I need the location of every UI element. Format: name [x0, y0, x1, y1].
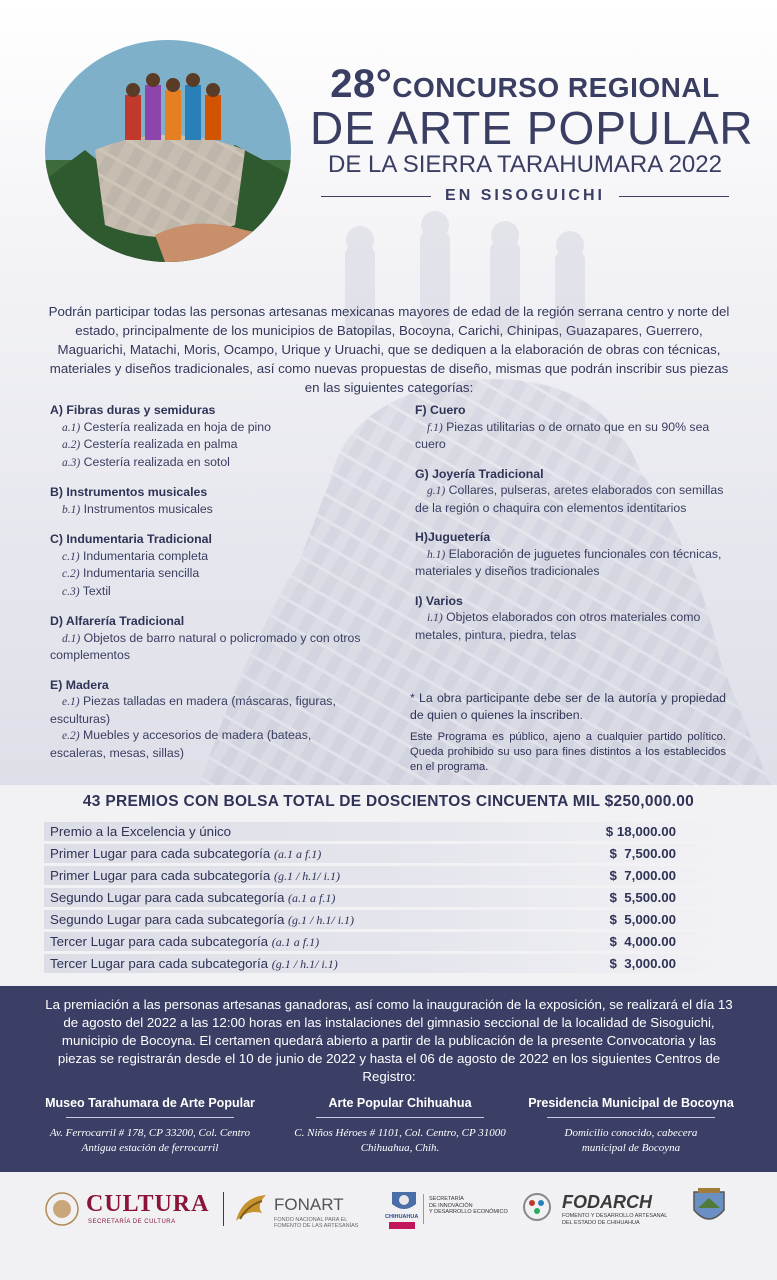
- subcategory-item: [50, 436, 368, 454]
- prize-amount: $ 5,500.00: [609, 890, 676, 905]
- subcategory-code: h.1): [427, 548, 446, 561]
- subcategory-text: Piezas talladas en madera (máscaras, figuras, esculturas): [50, 694, 336, 726]
- subcategory-item: [50, 548, 368, 566]
- category-title: F) Cuero: [415, 403, 466, 417]
- secretaria-text: [429, 1196, 508, 1216]
- center-name: Presidencia Municipal de Bocoyna: [528, 1096, 734, 1110]
- subcategory-text: Indumentaria completa: [82, 548, 209, 563]
- subcategory-text: Cestería realizada en palma: [83, 437, 238, 451]
- category-title: E) Madera: [50, 677, 109, 692]
- prize-subcategory-range: (a.1 a f.1): [288, 891, 336, 905]
- subcategory-text: Indumentaria sencilla: [82, 566, 200, 580]
- prize-row: [44, 932, 734, 951]
- sponsor-logos: [0, 1172, 777, 1280]
- title-line-3: DE LA SIERRA TARAHUMARA 2022: [328, 151, 722, 178]
- category-title: A) Fibras duras y semiduras: [50, 403, 216, 417]
- center-divider: [66, 1117, 234, 1118]
- category-block: [50, 677, 368, 762]
- divider-left: [321, 196, 431, 197]
- registration-center: [516, 1096, 746, 1156]
- subcategory-text: Instrumentos musicales: [83, 501, 213, 516]
- subcategory-item: [50, 454, 368, 472]
- subcategory-item: [415, 609, 733, 643]
- subcategory-text: Objetos de barro natural o policromado y con otros complementos: [50, 630, 361, 662]
- fodarch-subtitle: [562, 1213, 667, 1226]
- center-address-1: Domicilio conocido, cabecera: [564, 1127, 698, 1139]
- category-title: G) Joyería Tradicional: [415, 466, 544, 481]
- subcategory-text: Textil: [82, 583, 111, 598]
- category-block: [50, 402, 368, 471]
- subcategory-item: [50, 583, 368, 601]
- fonart-subtitle: [274, 1217, 358, 1229]
- bocoyna-shield-icon: [690, 1188, 728, 1228]
- prize-label: Segundo Lugar para cada subcategoría: [50, 912, 289, 927]
- divider-right: [619, 196, 729, 197]
- prize-label: Primer Lugar para cada subcategoría: [50, 846, 274, 861]
- cultura-subtitle: SECRETARÍA DE CULTURA: [88, 1219, 176, 1225]
- subcategory-code: e.2): [62, 730, 80, 742]
- categories-right: [415, 402, 733, 656]
- category-block: [415, 402, 733, 453]
- subcategory-item: [50, 693, 368, 727]
- subcategory-code: f.1): [427, 421, 443, 434]
- prize-row: [44, 866, 734, 885]
- center-address-1: Av. Ferrocarril # 178, CP 33200, Col. Centro: [49, 1127, 251, 1139]
- prize-row: [44, 954, 734, 973]
- prize-label: Tercer Lugar para cada subcategoría: [50, 956, 272, 971]
- center-address-2: municipal de Bocoyna: [581, 1142, 681, 1154]
- subcategory-text: Collares, pulseras, aretes elaborados con semillas de la región o chaquira con elementos identitarios: [415, 483, 724, 515]
- chihuahua-logo: [385, 1190, 508, 1230]
- edition-number: 28°: [330, 62, 393, 106]
- title-concurso: CONCURSO REGIONAL: [392, 72, 720, 103]
- categories-left: [50, 402, 368, 774]
- fonart-logo: [232, 1191, 359, 1230]
- subcategory-code: c.2): [62, 568, 80, 580]
- subcategory-text: Cestería realizada en sotol: [83, 454, 230, 469]
- subcategory-code: c.3): [62, 585, 80, 598]
- prize-subcategory-range: (a.1 a f.1): [273, 847, 322, 861]
- mexico-seal-icon: [44, 1191, 80, 1227]
- secretaria-line-2: DE INNOVACIÓN: [429, 1202, 473, 1209]
- fonart-subtitle-2: FOMENTO DE LAS ARTESANÍAS: [274, 1223, 359, 1229]
- prize-amount: $ 4,000.00: [609, 934, 676, 949]
- fonart-mark-icon: [232, 1191, 270, 1225]
- subcategory-code: i.1): [427, 612, 443, 624]
- subcategory-code: d.1): [62, 632, 81, 645]
- center-address-1: C. Niños Héroes # 1101, Col. Centro, CP 31000: [294, 1127, 506, 1139]
- basket-photo: [45, 40, 291, 262]
- title-location: [310, 187, 740, 205]
- subcategory-item: [415, 419, 733, 453]
- prize-amount: $ 5,000.00: [609, 912, 676, 927]
- award-info-band: [0, 986, 777, 1172]
- registration-center: [285, 1096, 515, 1156]
- prize-subcategory-range: (g.1 / h.1/ i.1): [288, 913, 355, 927]
- prizes-section: [0, 785, 777, 985]
- category-block: [415, 529, 733, 580]
- subcategory-code: a.2): [62, 439, 81, 451]
- subcategory-text: Cestería realizada en hoja de pino: [83, 419, 271, 434]
- fodarch-subtitle-2: DEL ESTADO DE CHIHUAHUA: [562, 1219, 640, 1226]
- subcategory-code: b.1): [62, 503, 81, 516]
- subcategory-text: Piezas utilitarias o de ornato que en su 90% sea cuero: [415, 419, 710, 451]
- center-address-2: Chihuahua, Chih.: [360, 1142, 440, 1154]
- prizes-heading: 43 PREMIOS CON BOLSA TOTAL DE DOSCIENTOS CINCUENTA MIL $250,000.00: [82, 793, 695, 810]
- title-line-1: [310, 62, 740, 107]
- fodarch-mark-icon: [522, 1192, 552, 1222]
- subcategory-item: [50, 501, 368, 519]
- fonart-subtitle-1: FONDO NACIONAL PARA EL: [274, 1217, 348, 1223]
- poster-title: [310, 62, 754, 205]
- intro-paragraph: Podrán participar todas las personas artesanas mexicanas mayores de edad de la región serrana centro y norte del estado, principalmente de los municipios de Batopilas, Bocoyna, Carichi, Chinipas, Guazapares, Guerrero, Maguarichi, Matachi, Moris, Ocampo, Urique y Uruachi, que se dediquen a la elaboración de obras con técnicas, materiales y diseños tradicionales, así como nuevas propuestas de diseño, mismas que podrán inscribir sus piezas en las siguientes categorías:: [48, 304, 730, 395]
- title-line-2: DE ARTE POPULAR: [310, 102, 754, 154]
- prize-subcategory-range: (g.1 / h.1/ i.1): [273, 869, 340, 883]
- subcategory-code: c.1): [62, 550, 80, 563]
- prize-subcategory-range: (g.1 / h.1/ i.1): [271, 957, 338, 971]
- prize-label: Tercer Lugar para cada subcategoría: [50, 934, 272, 949]
- chihuahua-shield-icon: [389, 1190, 419, 1214]
- chihuahua-wordmark: CHIHUAHUA: [385, 1214, 419, 1220]
- subcategory-text: Elaboración de juguetes funcionales con técnicas, materiales y diseños tradicionales: [415, 546, 722, 578]
- subcategory-item: [415, 546, 733, 580]
- center-address-2: Antigua estación de ferrocarril: [81, 1142, 219, 1154]
- authorship-note: * La obra participante debe ser de la autoría y propiedad de quien o quienes la inscriben.: [410, 691, 726, 722]
- cultura-logo: [44, 1191, 210, 1232]
- prize-subcategory-range: (a.1 a f.1): [271, 935, 320, 949]
- category-title: H)Juguetería: [415, 530, 491, 544]
- chihuahua-divider: [423, 1194, 424, 1224]
- fodarch-subtitle-1: FOMENTO Y DESARROLLO ARTESANAL: [562, 1213, 668, 1219]
- prize-amount: $ 7,000.00: [609, 868, 676, 883]
- fodarch-wordmark: FODARCH: [562, 1192, 652, 1212]
- award-paragraph: La premiación a las personas artesanas ganadoras, así como la inauguración de la exposición, se realizará el día 13 de agosto del 2022 a las 12:00 horas en las instalaciones del gimnasio seccional de la localidad de Sisoguichi, municipio de Bocoyna. El certamen quedará abierto a partir de la publicación de la presente Convocatoria y las piezas se registrarán desde el 10 de junio de 2022 y hasta el 06 de agosto de 2022 en los siguientes Centros de Registro:: [45, 997, 733, 1084]
- category-title: B) Instrumentos musicales: [50, 485, 208, 499]
- category-block: [50, 531, 368, 600]
- prize-amount: $ 3,000.00: [609, 956, 676, 971]
- secretaria-line-1: SECRETARÍA: [429, 1196, 464, 1202]
- logo-separator: [223, 1192, 224, 1226]
- category-title: D) Alfarería Tradicional: [50, 614, 185, 628]
- category-block: [415, 466, 733, 517]
- prize-label: Premio a la Excelencia y único: [50, 824, 232, 839]
- fonart-wordmark: FONART: [274, 1195, 344, 1214]
- chihuahua-ribbon: [389, 1222, 415, 1229]
- category-title: I) Varios: [415, 593, 463, 608]
- bocoyna-logo: [690, 1188, 728, 1233]
- secretaria-line-3: Y DESARROLLO ECONÓMICO: [429, 1209, 508, 1215]
- subcategory-code: a.3): [62, 456, 81, 469]
- location-label: EN SISOGUICHI: [445, 187, 605, 204]
- prize-amount: $ 18,000.00: [605, 824, 676, 839]
- prize-label: Primer Lugar para cada subcategoría: [50, 868, 274, 883]
- subcategory-code: a.1): [62, 421, 81, 434]
- category-title: C) Indumentaria Tradicional: [50, 532, 212, 546]
- prize-row: [44, 910, 734, 929]
- subcategory-item: [50, 419, 368, 437]
- prize-amount: $ 7,500.00: [609, 846, 676, 861]
- fodarch-logo: [522, 1192, 682, 1232]
- subcategory-code: e.1): [62, 696, 80, 708]
- notes: [410, 690, 726, 775]
- registration-center: [35, 1096, 265, 1156]
- category-block: [50, 484, 368, 518]
- center-divider: [316, 1117, 484, 1118]
- prize-row: [44, 888, 734, 907]
- prize-row: [44, 844, 734, 863]
- prize-row: [44, 822, 734, 841]
- program-note: Este Programa es público, ajeno a cualquier partido político. Queda prohibido su uso para fines distintos a los establecidos en el programa.: [410, 731, 726, 773]
- subcategory-text: Muebles y accesorios de madera (bateas, escaleras, mesas, sillas): [50, 728, 312, 760]
- center-name: Arte Popular Chihuahua: [328, 1096, 472, 1110]
- subcategory-item: [50, 565, 368, 583]
- subcategory-text: Objetos elaborados con otros materiales como metales, pintura, piedra, telas: [415, 610, 701, 642]
- cultura-wordmark: CULTURA: [86, 1191, 210, 1217]
- subcategory-item: [50, 727, 368, 761]
- center-name: Museo Tarahumara de Arte Popular: [45, 1096, 255, 1110]
- subcategory-code: g.1): [427, 485, 446, 497]
- subcategory-item: [415, 482, 733, 516]
- center-divider: [547, 1117, 715, 1118]
- prize-label: Segundo Lugar para cada subcategoría: [50, 890, 289, 905]
- subcategory-item: [50, 630, 368, 664]
- category-block: [50, 613, 368, 664]
- category-block: [415, 593, 733, 644]
